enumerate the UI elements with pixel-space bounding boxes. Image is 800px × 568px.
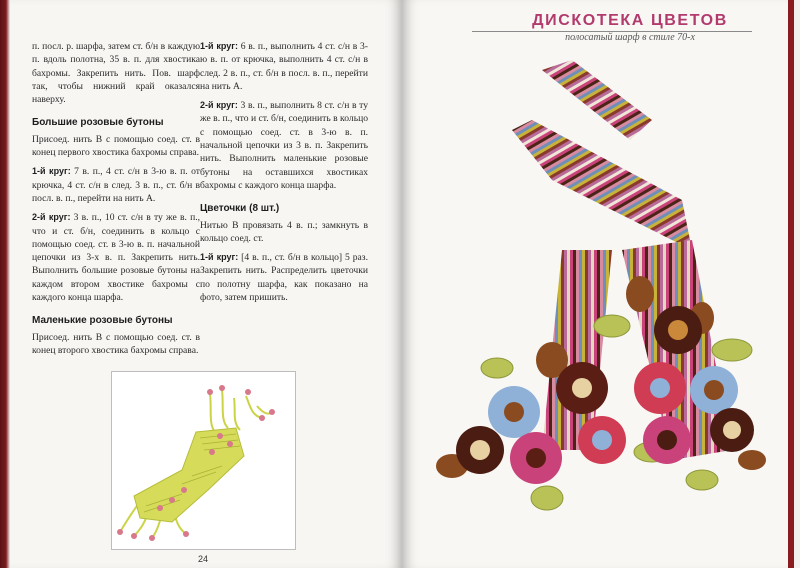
flower [690,366,738,414]
round-label: 1-й круг: [200,252,239,263]
page-number: 24 [198,554,209,564]
round-1-paragraph [32,165,200,205]
round-2-paragraph [32,211,200,304]
flower [556,362,608,414]
round-text: [4 в. п., ст. б/н в кольцо] 5 раз. Закрепить нить. Распределить цветочки по полотну шарфа, как показано на фото, затем пришить. [200,252,368,304]
flower [654,306,702,354]
striped-scarf-photo [402,50,794,530]
section-heading-flowers: Цветочки (8 шт.) [200,203,280,215]
flower [456,426,504,474]
round-text: 7 в. п., 4 ст. с/н в 3-ю в. п. от крючка, 4 ст. с/н в след. 3 в. п., ст. б/н в посл. в. п., перейти на нить А. [32,166,200,204]
round-text: 6 в. п., выполнить 4 ст. с/н в 3-ю в. п. от крючка, выполнить 4 ст. с/н в след. 2 в. п., ст. б/н в посл. в. п., перейти на нить А. [200,41,368,92]
round-1-paragraph [200,40,368,93]
page-title: ДИСКОТЕКА ЦВЕТОВ [532,12,728,29]
round-2-paragraph [200,99,368,192]
flower [510,432,562,484]
paragraph: Нитью В провязать 4 в. п.; замкнуть в кольцо соед. ст. [200,219,368,244]
round-text: 3 в. п., выполнить 8 ст. с/н в ту же в. п., что и ст. б/н, соединить в кольцо с помощью соед. ст. в 3-ю в. п. начальной цепочки из 3 в. п. Закрепить нить. Выполнить маленькие розовые бутоны на оставшихся хвостиках бахромы с каждого конца шарфа. [200,100,369,191]
right-page [402,0,794,568]
round-text: 3 в. п., 10 ст. с/н в ту же в. п., что и ст. б/н, соединить в кольцо с помощью соед. ст. в 3-ю в. п. начальной цепочки из 3-х в. п. Закрепить нить. Выполнить большие розовые бутоны на каждом втором хвостике бахромы с каждого конца шарфа. [32,212,201,304]
yarn-buds-illustration [112,372,295,549]
paragraph: Присоед. нить В с помощью соед. ст. в конец первого хвостика бахромы справа. [32,133,200,159]
page-edge [788,0,794,568]
round-label: 1-й круг: [200,41,238,51]
flower [488,386,540,438]
buds-photo [111,371,296,550]
round-1-paragraph [200,251,368,304]
flower [643,416,691,464]
round-label: 1-й круг: [32,166,71,177]
flower [634,362,686,414]
section-heading-large-buds: Большие розовые бутоны [32,117,164,129]
left-column [32,40,200,363]
flower [578,416,626,464]
round-label: 2-й круг: [200,100,238,111]
left-page [10,0,402,568]
right-column [200,40,368,310]
round-label: 2-й круг: [32,212,71,223]
intro-paragraph: п. посл. р. шарфа, затем ст. б/н в каждую п. вдоль полотна, 35 в. п. для хвостика бахромы. Закрепить нить. Пов. шарф так, чтобы нижний край оказался наверху. [32,41,200,106]
flower [710,408,754,452]
section-heading-small-buds: Маленькие розовые бутоны [32,315,173,327]
paragraph: Присоед. нить В с помощью соед. ст. в конец второго хвостика бахромы справа. [32,331,200,356]
page-subtitle: полосатый шарф в стиле 70-х [565,32,695,43]
